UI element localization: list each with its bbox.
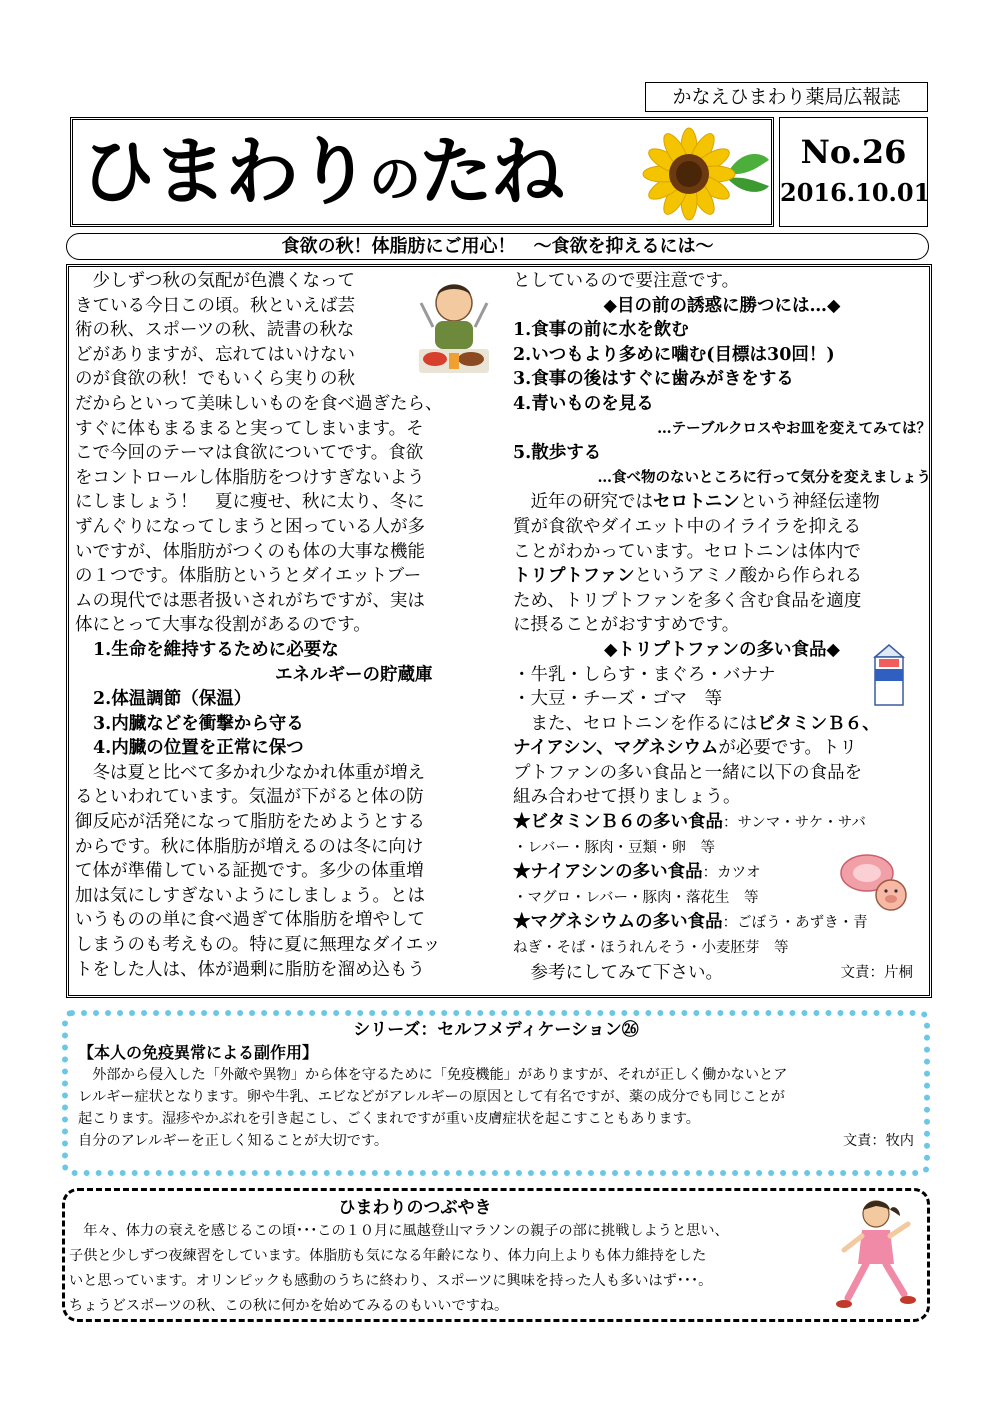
tryptophan-title: ◆トリプトファンの多い食品◆ — [603, 639, 841, 660]
food-b6 — [513, 810, 931, 836]
series-author: 文責：牧内 — [843, 1133, 914, 1149]
food-niacin-items: ：カツオ — [702, 865, 761, 882]
food-b6-label: ★ビタミンＢ６の多い食品 — [513, 812, 723, 833]
tsubuyaki-line: 年々、体力の衰えを感じるこの頃･･･この１０月に風越登山マラソンの親子の部に挑戦しようと思い、 — [69, 1223, 729, 1239]
milk-carton-icon — [869, 643, 909, 707]
text-line: のが食欲の秋！でもいくら実りの秋 — [75, 369, 355, 390]
tsubuyaki-body — [69, 1219, 841, 1319]
text-line: こで今回のテーマは食欲についてです。食欲 — [75, 443, 424, 464]
series-line: 外部から侵入した「外敵や異物」から体を守るために「免疫機能」がありますが、それが正しく働かないとア — [78, 1067, 788, 1083]
issue-box — [779, 117, 931, 227]
text-line: プトファンの多い食品と一緒に以下の食品を — [513, 762, 863, 783]
article-headline: 食欲の秋！体脂肪にご用心！ ～食欲を抑えるには～ — [66, 233, 929, 260]
text-segment: というアミノ酸から作られる — [634, 566, 863, 587]
tsubuyaki-line: いと思っています。オリンピックも感動のうちに終わり、スポーツに興味を持った人も多いはず･･･。 — [69, 1273, 713, 1289]
text-line: しまうのも考えもの。特に夏に無理なダイエッ — [75, 935, 441, 956]
text-line: すぐに体もまるまると実ってしまいます。そ — [75, 418, 424, 439]
text-line: ため、トリプトファンを多く含む食品を適度 — [513, 590, 862, 611]
food-magnesium-items-2: ねぎ・そば・ほうれんそう・小麦胚芽 等 — [513, 940, 789, 957]
masthead — [70, 117, 774, 227]
keyword-serotonin: セロトニン — [653, 492, 740, 513]
series-title: シリーズ：セルフメディケーション㉖ — [353, 1020, 639, 1040]
text-line: だからといって美味しいものを食べ過ぎたら、 — [75, 393, 443, 414]
closing-line — [513, 961, 931, 986]
food-niacin-items-2: ・マグロ・レバー・豚肉・落花生 等 — [513, 889, 759, 906]
text-line: ずんぐりになってしまうと困っている人が多 — [75, 516, 425, 537]
tip-4-note: …テーブルクロスやお皿を変えてみては？ — [657, 419, 931, 437]
food-magnesium-label: ★マグネシウムの多い食品 — [513, 912, 723, 933]
food-list-line: ・大豆・チーズ・ゴマ 等 — [513, 689, 723, 710]
text-line — [513, 490, 931, 515]
series-line — [78, 1130, 914, 1152]
tsubuyaki-line: 子供と少しずつ夜練習をしています。体脂肪も気になる年齢になり、体力向上よりも体力維持をした — [69, 1248, 707, 1264]
series-line: 起こります。湿疹やかぶれを引き起こし、ごくまれですが重い皮膚症状を起こすこともあります。 — [78, 1111, 700, 1127]
eating-person-icon — [413, 273, 495, 377]
series-content — [78, 1018, 914, 1152]
tsubuyaki-title: ひまわりのつぶやき — [338, 1198, 492, 1218]
tip-5-note: …食べ物のないところに行って気分を変えましょう — [597, 468, 931, 486]
text-line: ことがわかっています。セロトニンは体内で — [513, 541, 861, 562]
keyword-tryptophan: トリプトファン — [513, 566, 635, 587]
text-line: トをした人は、体が過剰に脂肪を溜め込もう — [75, 959, 425, 980]
text-line: きている今日この頃。秋といえば芸 — [75, 295, 355, 316]
text-line: の１つです。体脂肪というとダイエットブー — [75, 566, 422, 587]
closing-text: 参考にしてみて下さい。 — [513, 962, 723, 983]
text-segment: という神経伝達物 — [739, 492, 880, 513]
text-line: 冬は夏と比べて多かれ少なかれ体重が増え — [75, 762, 425, 783]
title-main: ひまわり — [81, 129, 369, 215]
text-line: 少しずつ秋の気配が色濃くなって — [75, 271, 355, 291]
text-line: どがありますが、忘れてはいけない — [75, 344, 355, 365]
text-line — [513, 564, 931, 589]
text-line: 体にとって大事な役割があるのです。 — [75, 615, 371, 636]
text-line: に摂ることがおすすめです。 — [513, 615, 740, 636]
text-line: ムの現代では悪者扱いされがちですが、実は — [75, 590, 425, 611]
keyword-vitamin-b6: ビタミンＢ６、 — [757, 713, 880, 734]
text-segment: 近年の研究では — [513, 492, 653, 513]
text-line: るといわれています。気温が下がると体の防 — [75, 787, 424, 808]
text-line: 質が食欲やダイエット中のイライラを抑える — [513, 516, 862, 537]
series-line: レルギー症状となります。卵や牛乳、エビなどがアレルギーの原因として有名ですが、薬の成分でも同じことが — [78, 1089, 785, 1105]
series-subtitle: 【本人の免疫異常による副作用】 — [78, 1043, 319, 1062]
role-1b: エネルギーの貯蔵庫 — [275, 664, 433, 685]
text-line — [513, 736, 931, 761]
tip-3: 3.食事の後はすぐに歯みがきをする — [513, 369, 794, 390]
food-magnesium — [513, 910, 931, 936]
issue-date: 2016.10.01 — [780, 178, 931, 207]
tsubuyaki-box — [62, 1188, 930, 1322]
masthead-title — [81, 124, 563, 228]
title-no: の — [369, 150, 420, 210]
keyword-niacin-magnesium: ナイアシン、マグネシウム — [513, 738, 719, 759]
text-segment: が必要です。トリ — [718, 738, 857, 759]
text-line: 術の秋、スポーツの秋、読書の秋な — [75, 320, 355, 341]
food-b6-items: ：サンマ・サケ・サバ — [723, 815, 866, 832]
role-4: 4.内臓の位置を正常に保つ — [93, 738, 304, 759]
food-b6-items-2: ・レバー・豚肉・豆類・卵 等 — [513, 839, 715, 856]
text-segment: また、セロトニンを作るには — [513, 713, 758, 734]
role-1a: 1.生命を維持するために必要な — [93, 639, 339, 660]
role-2: 2.体温調節（保温） — [93, 689, 252, 710]
text-line — [513, 712, 931, 737]
tip-2: 2.いつもより多めに噛む(目標は30回！) — [513, 344, 835, 365]
text-line: にしましょう！ 夏に痩せ、秋に太り、冬に — [75, 492, 425, 513]
food-list-line: ・牛乳・しらす・まぐろ・バナナ — [513, 664, 776, 685]
text-line: いですが、体脂肪がつくのも体の大事な機能 — [75, 541, 425, 562]
title-tail: たね — [419, 129, 564, 215]
runner-icon — [830, 1194, 920, 1318]
series-box — [62, 1010, 930, 1176]
text-line: 御反応が活発になって脂肪をためようとする — [75, 812, 425, 833]
publisher-label: かなえひまわり薬局広報誌 — [645, 82, 928, 112]
text-line: からです。秋に体脂肪が増えるのは冬に向け — [75, 836, 424, 857]
text-line: て体が準備している証拠です。多少の体重増 — [75, 861, 424, 882]
series-line-text: 自分のアレルギーを正しく知ることが大切です。 — [78, 1133, 389, 1149]
tsubuyaki-line: ちょうどスポーツの秋、この秋に何かを始めてみるのもいいですね。 — [69, 1298, 509, 1314]
text-line: をコントロールし体脂肪をつけすぎないよう — [75, 467, 425, 488]
role-3: 3.内臓などを衝撃から守る — [93, 713, 304, 734]
text-line: 加は気にしすぎないようにしましょう。とは — [75, 885, 425, 906]
tips-title: ◆目の前の誘惑に勝つには…◆ — [603, 295, 841, 316]
tip-4: 4.青いものを見る — [513, 393, 654, 414]
food-magnesium-items: ：ごぼう・あずき・青 — [722, 915, 868, 932]
sunflower-icon — [631, 126, 771, 222]
article-author: 文責：片桐 — [840, 964, 913, 981]
text-line: いうものの単に食べ過ぎて体脂肪を増やして — [75, 910, 425, 931]
tip-5: 5.散歩する — [513, 443, 602, 464]
text-line: としているので要注意です。 — [513, 271, 740, 291]
article-box — [66, 264, 932, 998]
pork-ham-icon — [839, 849, 911, 913]
food-niacin-label: ★ナイアシンの多い食品 — [513, 862, 703, 883]
issue-number: No.26 — [800, 133, 907, 171]
tip-1: 1.食事の前に水を飲む — [513, 320, 689, 341]
text-line: 組み合わせて摂りましょう。 — [513, 787, 741, 808]
